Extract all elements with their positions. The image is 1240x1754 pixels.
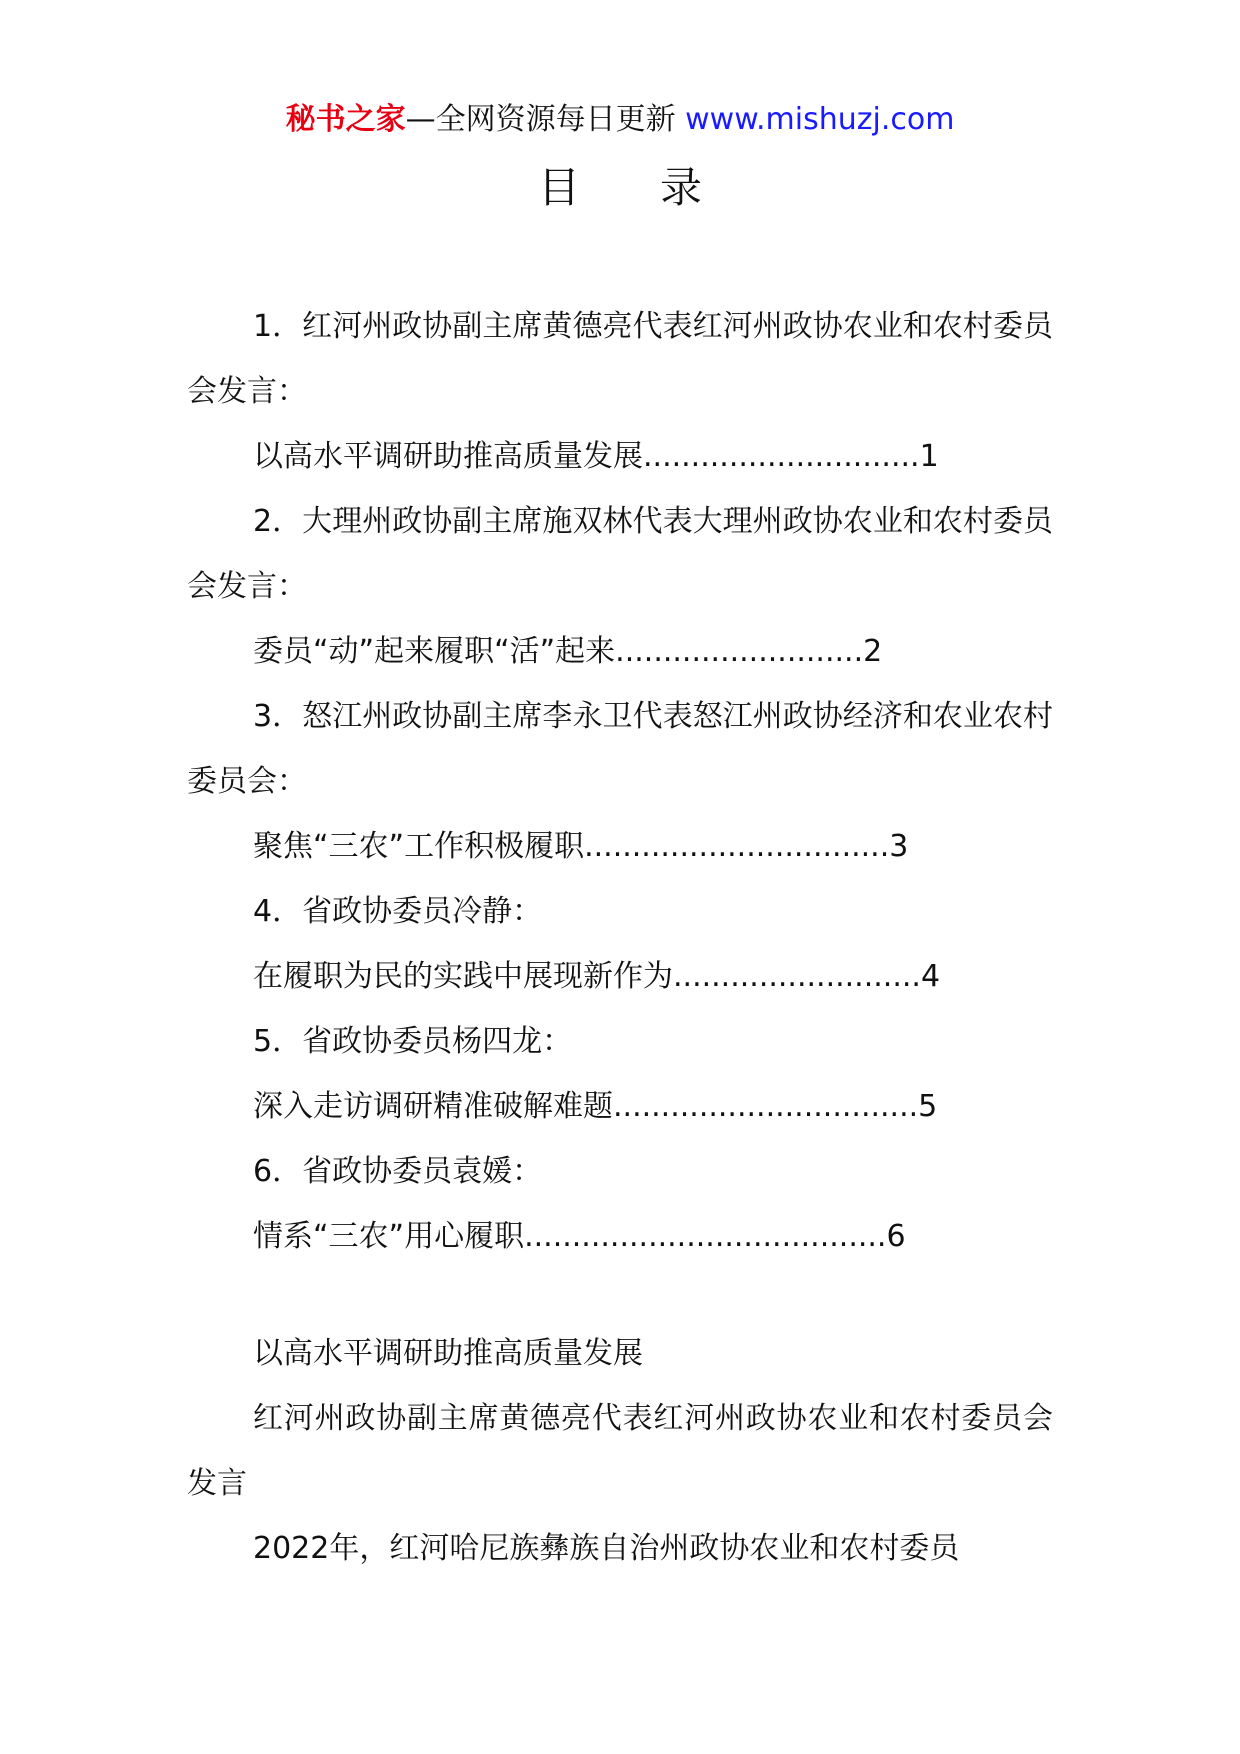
toc-entry-title: 深入走访调研精准破解难题 xyxy=(253,1089,613,1124)
toc-leader-dots: .......................... xyxy=(615,634,864,669)
toc-heading: 2．大理州政协副主席施双林代表大理州政协农业和农村委员会发言： xyxy=(187,504,1053,604)
page-title-char-1: 目 xyxy=(537,163,580,212)
toc-heading: 4．省政协委员冷静： xyxy=(253,894,543,929)
site-url-link[interactable]: www.mishuzj.com xyxy=(685,102,955,137)
article-title: 以高水平调研助推高质量发展 xyxy=(253,1336,643,1371)
toc-leader-dots: ................................ xyxy=(584,829,890,864)
toc-leader-dots: ............................. xyxy=(643,439,920,474)
toc-page-number: 2 xyxy=(863,634,883,669)
toc-entry[interactable] xyxy=(187,424,1053,489)
document-body xyxy=(187,294,1053,1581)
toc-entry[interactable] xyxy=(187,814,1053,879)
toc-leader-dots: ...................................... xyxy=(524,1219,887,1254)
site-tagline: —全网资源每日更新 xyxy=(405,102,676,137)
toc-entry-title: 在履职为民的实践中展现新作为 xyxy=(253,959,673,994)
toc-heading: 5．省政协委员杨四龙： xyxy=(253,1024,573,1059)
page-title-char-2: 录 xyxy=(660,163,703,212)
toc-page-number: 1 xyxy=(919,439,939,474)
site-header xyxy=(0,100,1240,140)
toc-page-number: 3 xyxy=(889,829,909,864)
toc-leader-dots: ................................ xyxy=(613,1089,919,1124)
toc-page-number: 5 xyxy=(918,1089,938,1124)
site-brand: 秘书之家 xyxy=(285,102,406,137)
toc-page-number: 4 xyxy=(920,959,941,994)
toc-leader-dots: .......................... xyxy=(673,959,921,994)
toc-entry-title: 委员“动”起来履职“活”起来 xyxy=(253,634,616,669)
toc-entry-title: 以高水平调研助推高质量发展 xyxy=(253,439,643,474)
toc-heading: 6．省政协委员袁媛： xyxy=(253,1154,543,1189)
toc-page-number: 6 xyxy=(886,1219,906,1254)
toc-entry-title: 情系“三农”用心履职 xyxy=(253,1219,525,1254)
toc-entry-title: 聚焦“三农”工作积极履职 xyxy=(253,829,585,864)
article-paragraph: 2022年，红河哈尼族彝族自治州政协农业和农村委员 xyxy=(253,1531,960,1566)
toc-entry[interactable] xyxy=(187,1204,1053,1269)
toc-heading: 3．怒江州政协副主席李永卫代表怒江州政协经济和农业农村委员会： xyxy=(187,699,1053,799)
toc-entry[interactable] xyxy=(187,1074,1053,1139)
article-byline: 红河州政协副主席黄德亮代表红河州政协农业和农村委员会发言 xyxy=(187,1401,1053,1501)
toc-heading: 1．红河州政协副主席黄德亮代表红河州政协农业和农村委员会发言： xyxy=(187,309,1053,409)
toc-entry[interactable] xyxy=(187,619,1053,684)
page-title xyxy=(0,160,1240,216)
section-spacer xyxy=(187,1269,1053,1321)
toc-entry[interactable] xyxy=(187,944,1053,1009)
